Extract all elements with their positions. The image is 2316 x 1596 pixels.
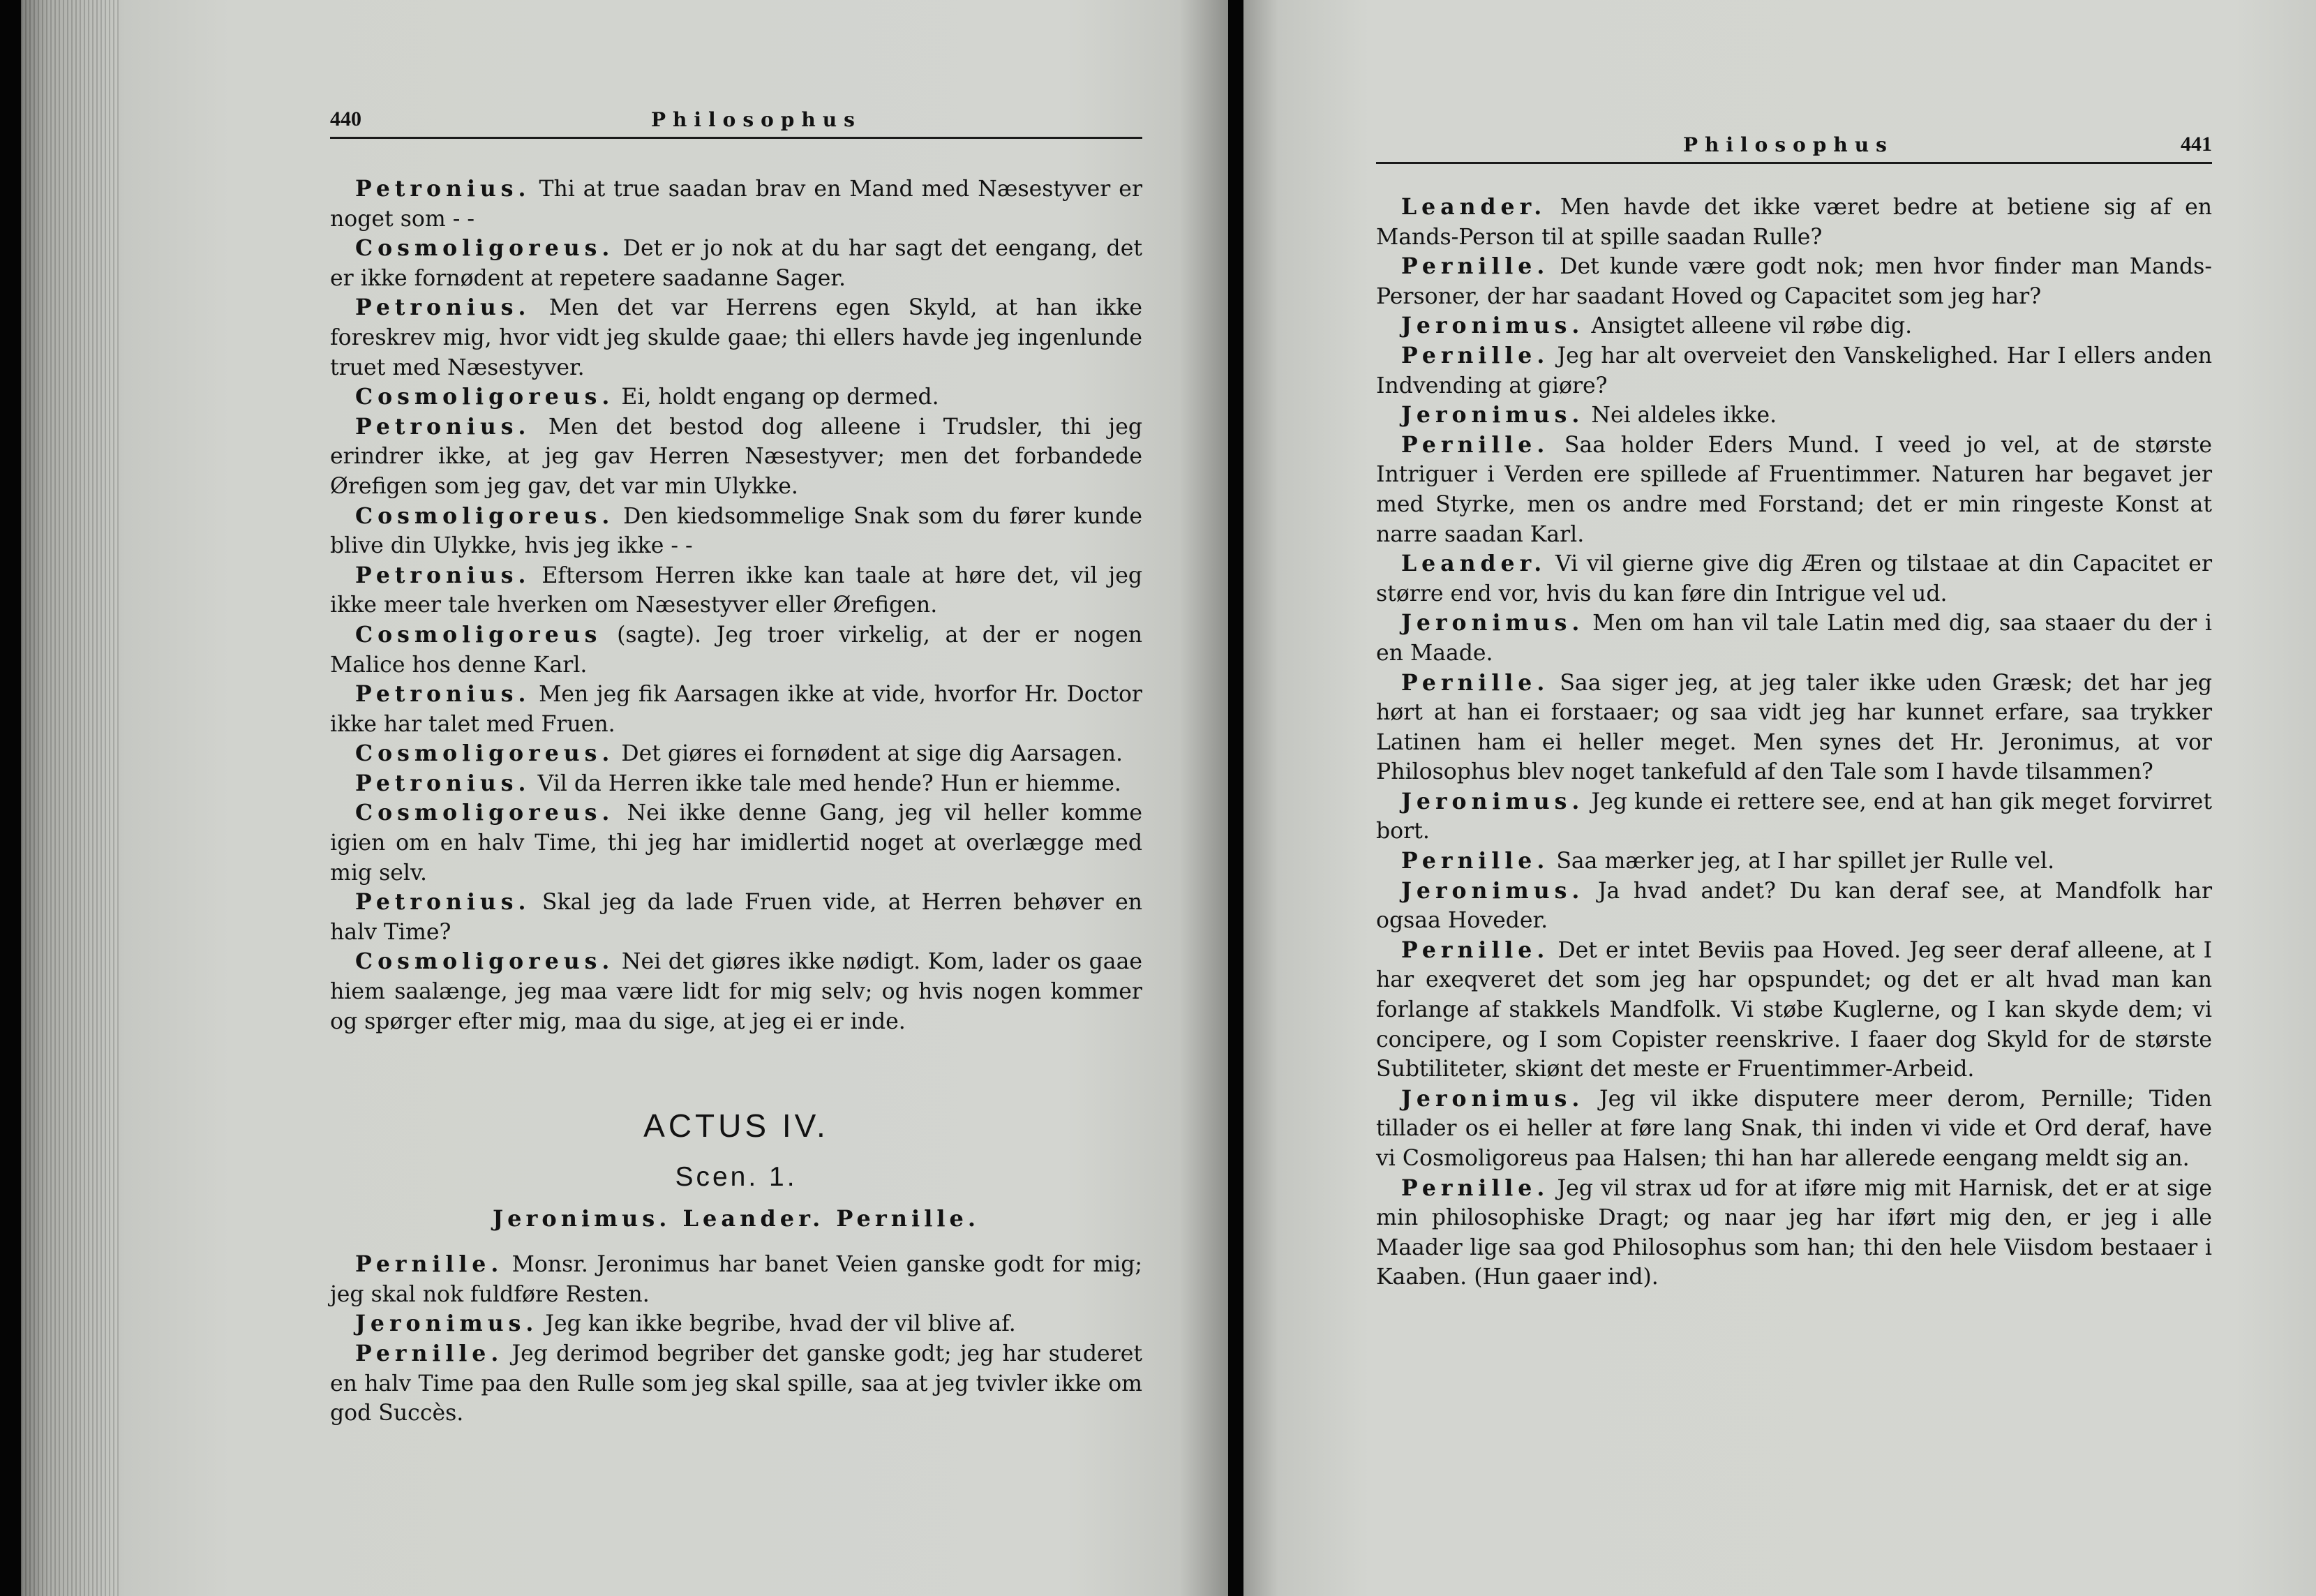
speech-paragraph xyxy=(1376,193,2212,252)
speaker-name: Jeronimus. xyxy=(1401,1085,1585,1112)
speech-paragraph xyxy=(330,502,1142,561)
speech-paragraph xyxy=(330,293,1142,382)
speech-text: Jeg vil strax ud for at iføre mig mit Harnisk, det er at sige min philosophiske Dragt; og naar jeg har iført mig den, er jeg i alle Maader lige saa god Philosophus som han; thi den hele Viisdom bestaaer i Kaaben. (Hun gaaer ind). xyxy=(1376,1175,2212,1290)
speech-text: Saa holder Eders Mund. I veed jo vel, at de største Intriguer i Verden ere spillede af Fruentimmer. Naturen har begavet jer med Styrke, men os andre med Forstand; det er min ringeste Konst at narre saadan Karl. xyxy=(1376,432,2212,547)
speech-text: Eftersom Herren ikke kan taale at høre det, vil jeg ikke meer tale hverken om Næsestyver eller Ørefigen. xyxy=(330,562,1143,618)
speech-text: Men om han vil tale Latin med dig, saa staaer du der i en Maade. xyxy=(1376,611,2213,666)
speech-text: Men det bestod dog alleene i Trudsler, thi jeg erindrer ikke, at jeg gav Herren Næsestyver; men det forbandede Ørefigen som jeg gav, det var min Ulykke. xyxy=(330,414,1143,499)
speech-paragraph xyxy=(330,1250,1142,1309)
speech-text: Saa mærker jeg, at I har spillet jer Rulle vel. xyxy=(1556,849,2055,874)
speaker-name: Leander. xyxy=(1401,551,1547,577)
speech-paragraph xyxy=(330,620,1142,680)
speaker-name: Pernille. xyxy=(1401,431,1550,458)
speech-paragraph xyxy=(1376,1084,2212,1174)
speaker-name: Pernille. xyxy=(1401,1174,1550,1201)
speech-paragraph xyxy=(330,1339,1142,1429)
speaker-name: Pernille. xyxy=(1401,342,1550,368)
speech-paragraph xyxy=(330,1309,1142,1339)
speaker-name: Cosmoligoreus. xyxy=(355,384,615,410)
speaker-name: Jeronimus. xyxy=(1401,877,1585,904)
speaker-name: Cosmoligoreus. xyxy=(355,502,615,529)
speech-text: Thi at true saadan brav en Mand med Næsestyver er noget som - - xyxy=(330,177,1143,232)
speech-text: Men det var Herrens egen Skyld, at han ikke foreskrev mig, hvor vidt jeg skulde gaae; thi ellers havde jeg ingenlunde truet med Næsestyver. xyxy=(330,295,1143,380)
speech-text: (sagte). Jeg troer virkelig, at der er nogen Malice hos denne Karl. xyxy=(330,622,1142,678)
speaker-name: Petronius. xyxy=(355,770,531,796)
speech-paragraph xyxy=(330,382,1142,412)
right-page xyxy=(1243,0,2316,1596)
running-head-left xyxy=(330,102,1142,139)
speech-paragraph xyxy=(1376,1174,2212,1292)
speaker-name: Pernille. xyxy=(355,1251,504,1278)
speaker-name: Jeronimus. xyxy=(355,1311,539,1337)
running-title: Philosophus xyxy=(651,108,862,131)
speaker-name: Pernille. xyxy=(1401,253,1550,280)
speech-text: Jeg kan ikke begribe, hvad der vil blive af. xyxy=(545,1311,1016,1337)
left-page xyxy=(21,0,1228,1596)
speech-text: Jeg har alt overveiet den Vanskelighed. Har I ellers anden Indvending at giøre? xyxy=(1376,343,2213,398)
page-number: 441 xyxy=(2181,133,2212,156)
speech-paragraph xyxy=(1376,431,2212,549)
speech-paragraph xyxy=(330,412,1142,502)
speech-paragraph xyxy=(1376,252,2212,311)
speech-text: Nei aldeles ikke. xyxy=(1591,403,1777,428)
speech-text: Saa siger jeg, at jeg taler ikke uden Græsk; det har jeg hørt at han ei forstaaer; og saa vidt jeg har kunnet erfare, saa trykker Latinen ham ei heller meget. Men synes det Hr. Jeronimus, at vor Philosophus blev noget tankefuld af den Tale som I havde tilsammen? xyxy=(1376,670,2212,785)
speech-paragraph xyxy=(1376,877,2212,936)
speech-paragraph xyxy=(330,739,1142,769)
speech-paragraph xyxy=(1376,549,2212,609)
speech-text: Det giøres ei fornødent at sige dig Aarsagen. xyxy=(621,741,1123,767)
speech-text: Det er jo nok at du har sagt det eengang, det er ikke fornødent at repetere saadanne Sager. xyxy=(330,236,1142,291)
speech-paragraph xyxy=(1376,401,2212,431)
speech-paragraph xyxy=(1376,669,2212,787)
act-heading-block xyxy=(330,1106,1142,1236)
speech-text: Jeg derimod begriber det ganske godt; jeg har studeret en halv Time paa den Rulle som jeg skal spille, saa at jeg tvivler ikke om god Succès. xyxy=(330,1341,1142,1426)
speech-paragraph xyxy=(1376,609,2212,668)
speech-text: Det er intet Beviis paa Hoved. Jeg seer deraf alleene, at I har exeqveret det som jeg har opspundet; og det er alt hvad man kan forlange af stakkels Mandfolk. Vi støbe Kuglerne, og I kan skyde dem; vi concipere, og I som Copister reenskrive. I faaer dog Skyld for de største Subtiliteter, skiønt det meste er Fruentimmer-Arbeid. xyxy=(1376,937,2213,1082)
speaker-name: Jeronimus. xyxy=(1401,313,1585,339)
speech-paragraph xyxy=(1376,341,2212,401)
speaker-name: Leander. xyxy=(1401,194,1547,220)
speaker-name: Petronius. xyxy=(355,889,531,916)
speech-paragraph xyxy=(330,947,1142,1036)
speech-text: Nei det giøres ikke nødigt. Kom, lader os gaae hiem saalænge, jeg maa være lidt for mig selv; og hvis nogen kommer og spørger efter mig, maa du sige, at jeg ei er inde. xyxy=(330,949,1142,1034)
speaker-name: Cosmoligoreus. xyxy=(355,948,615,975)
speaker-name: Cosmoligoreus. xyxy=(355,800,615,826)
speaker-name: Pernille. xyxy=(1401,937,1550,963)
act-heading: ACTUS IV. xyxy=(643,1107,829,1144)
speech-paragraph xyxy=(1376,847,2212,877)
speech-text: Ja hvad andet? Du kan deraf see, at Mandfolk har ogsaa Hoveder. xyxy=(1376,878,2212,934)
speaker-name: Jeronimus. xyxy=(1401,402,1585,428)
speech-paragraph xyxy=(330,798,1142,888)
speaker-name: Pernille. xyxy=(1401,848,1550,874)
dialogue-block xyxy=(330,174,1142,1036)
speaker-name: Cosmoligoreus xyxy=(355,621,602,648)
speech-text: Skal jeg da lade Fruen vide, at Herren behøver en halv Time? xyxy=(330,890,1142,945)
scene-persons: Jeronimus. Leander. Pernille. xyxy=(493,1205,980,1232)
speech-text: Den kiedsommelige Snak som du fører kunde blive din Ulykke, hvis jeg ikke - - xyxy=(330,503,1143,559)
dialogue-block xyxy=(330,1250,1142,1429)
speaker-name: Petronius. xyxy=(355,294,531,321)
speaker-name: Petronius. xyxy=(355,562,531,588)
speech-text: Monsr. Jeronimus har banet Veien ganske godt for mig; jeg skal nok fuldføre Resten. xyxy=(330,1252,1142,1307)
left-text-block xyxy=(330,174,1142,1429)
speech-text: Men havde det ikke været bedre at betiene sig af en Mands-Person til at spille saadan Rulle? xyxy=(1376,195,2212,250)
speaker-name: Petronius. xyxy=(355,413,531,440)
page-number: 440 xyxy=(330,107,361,130)
speech-text: Vi vil gierne give dig Æren og tilstaae at din Capacitet er større end vor, hvis du kan føre din Intrigue vel ud. xyxy=(1376,551,2213,606)
running-head-right xyxy=(1376,127,2212,164)
speech-paragraph xyxy=(1376,787,2212,847)
speech-text: Jeg vil ikke disputere meer derom, Pernille; Tiden tillader os ei heller at føre lang Snak, thi inden vi vide et Ord deraf, have vi Cosmoligoreus paa Halsen; thi han har allerede eengang meldt sig an. xyxy=(1376,1086,2213,1171)
dialogue-block xyxy=(1376,193,2212,1292)
speaker-name: Jeronimus. xyxy=(1401,610,1585,636)
right-text-block xyxy=(1376,193,2212,1292)
speech-paragraph xyxy=(330,769,1142,799)
speaker-name: Petronius. xyxy=(355,176,531,202)
speech-text: Nei ikke denne Gang, jeg vil heller komme igien om en halv Time, thi jeg har imidlertid noget at overlægge med mig selv. xyxy=(330,800,1143,886)
speaker-name: Petronius. xyxy=(355,681,531,708)
speech-text: Jeg kunde ei rettere see, end at han gik meget forvirret bort. xyxy=(1376,789,2212,844)
speaker-name: Cosmoligoreus. xyxy=(355,235,615,262)
speech-text: Det kunde være godt nok; men hvor finder man Mands-Personer, der har saadant Hoved og Capacitet som jeg har? xyxy=(1376,254,2212,309)
speech-text: Ansigtet alleene vil røbe dig. xyxy=(1591,313,1913,339)
speaker-name: Pernille. xyxy=(355,1341,504,1366)
speech-paragraph xyxy=(1376,311,2212,341)
speech-paragraph xyxy=(330,234,1142,293)
speech-text: Men jeg fik Aarsagen ikke at vide, hvorfor Hr. Doctor ikke har talet med Fruen. xyxy=(330,682,1142,737)
speaker-name: Cosmoligoreus. xyxy=(355,740,615,767)
speech-text: Ei, holdt engang op dermed. xyxy=(621,385,939,410)
speech-paragraph xyxy=(1376,936,2212,1084)
scene-heading: Scen. 1. xyxy=(675,1162,798,1193)
speech-paragraph xyxy=(330,561,1142,620)
speech-paragraph xyxy=(330,888,1142,947)
speech-paragraph xyxy=(330,680,1142,739)
speech-paragraph xyxy=(330,174,1142,234)
page-edges xyxy=(21,0,119,1596)
running-title: Philosophus xyxy=(1683,133,1894,156)
speaker-name: Jeronimus. xyxy=(1401,788,1585,814)
speaker-name: Pernille. xyxy=(1401,669,1550,696)
speech-text: Vil da Herren ikke tale med hende? Hun er hiemme. xyxy=(537,770,1121,796)
